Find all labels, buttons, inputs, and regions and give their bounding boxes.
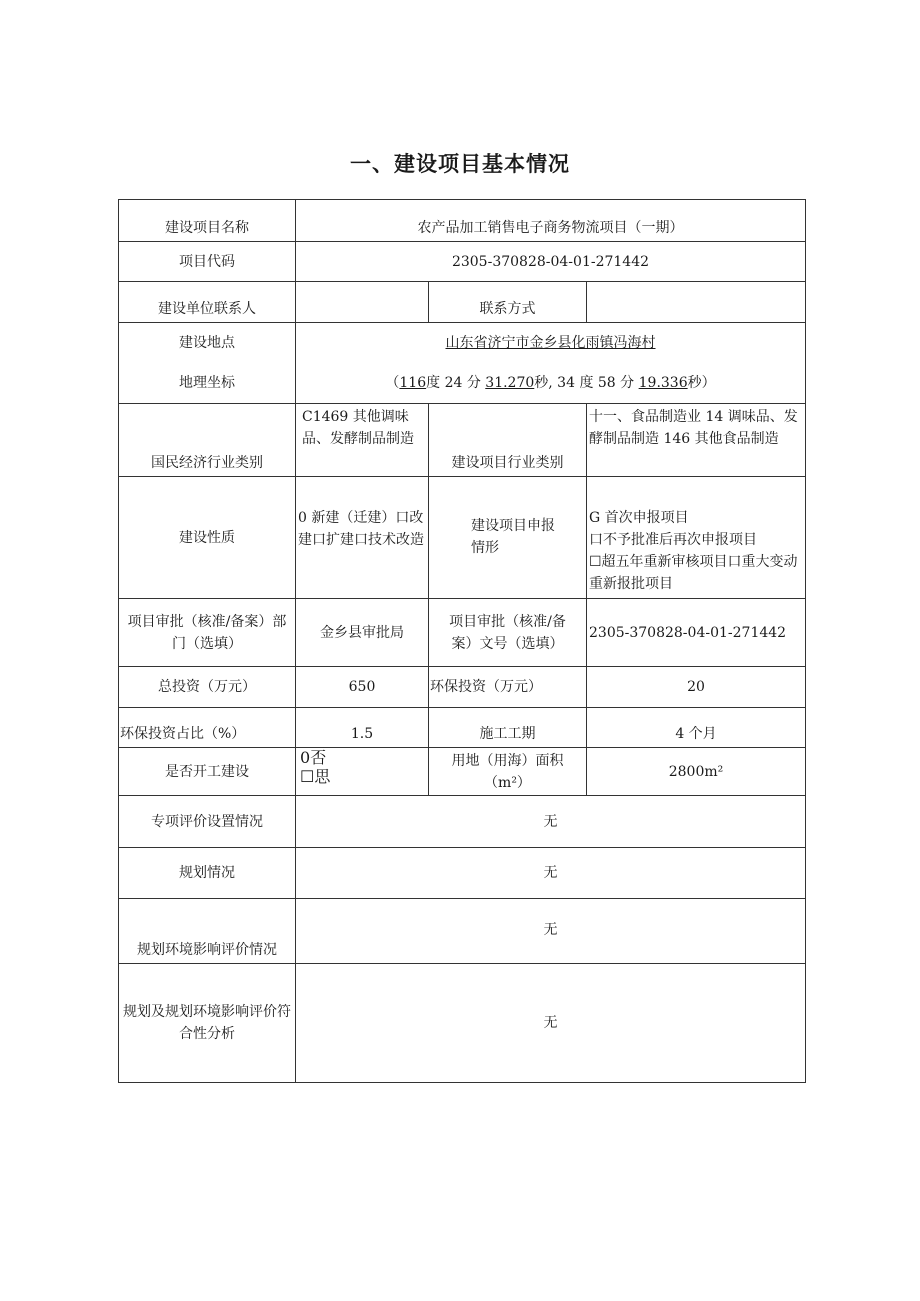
location-label: 建设地点 — [179, 335, 235, 351]
project-code-value: 2305-370828-04-01-271442 — [295, 241, 806, 282]
planning-env-label: 规划环境影响评价情况 — [118, 898, 296, 964]
planning-label: 规划情况 — [118, 847, 296, 899]
approval-dept-value: 金乡县审批局 — [295, 598, 429, 667]
location-value-cell — [295, 322, 806, 404]
project-name-label: 建设项目名称 — [118, 199, 296, 242]
application-type-label: 建设项目申报情形 — [428, 476, 587, 599]
total-investment-label: 总投资（万元） — [118, 666, 296, 708]
started-option-yes[interactable]: ☐思 — [300, 767, 331, 786]
env-ratio-label: 环保投资占比（%） — [118, 707, 296, 748]
special-eval-label: 专项评价设置情况 — [118, 795, 296, 848]
total-investment-value: 650 — [295, 666, 429, 708]
env-investment-value: 20 — [586, 666, 806, 708]
construction-period-label: 施工工期 — [428, 707, 587, 748]
location-label-cell — [118, 322, 296, 404]
application-option-review: ☐超五年重新审核项目口重大变动重新报批项目 — [589, 554, 798, 592]
industry-category-value: C1469 其他调味品、发酵制品制造 — [295, 403, 429, 477]
conformity-value: 无 — [295, 963, 806, 1083]
contact-person-label: 建设单位联系人 — [118, 281, 296, 323]
started-options — [295, 747, 429, 796]
application-option-resubmit: 口不予批准后再次申报项目 — [589, 532, 757, 548]
checkbox-icon: ☐ — [300, 767, 315, 786]
started-label: 是否开工建设 — [118, 747, 296, 796]
industry-category-label: 国民经济行业类别 — [118, 403, 296, 477]
approval-dept-label: 项目审批（核准/备案）部门（选填） — [118, 598, 296, 667]
started-option-no[interactable]: 0否 — [300, 748, 327, 767]
approval-number-value: 2305-370828-04-01-271442 — [586, 598, 806, 667]
construction-nature-value: 0 新建（迁建）口改建口扩建口技术改造 — [295, 476, 429, 599]
env-ratio-value: 1.5 — [295, 707, 429, 748]
project-industry-label: 建设项目行业类别 — [428, 403, 587, 477]
coordinates-label: 地理坐标 — [179, 375, 235, 391]
approval-number-label: 项目审批（核准/备案）文号（选填） — [428, 598, 587, 667]
contact-person-value — [295, 281, 429, 323]
conformity-label: 规划及规划环境影响评价符合性分析 — [118, 963, 296, 1083]
application-option-first: G 首次申报项目 — [589, 510, 689, 526]
location-value: 山东省济宁市金乡县化雨镇冯海村 — [445, 335, 656, 351]
construction-period-value: 4 个月 — [586, 707, 806, 748]
planning-value: 无 — [295, 847, 806, 899]
project-industry-value: 十一、食品制造业 14 调味品、发酵制品制造 146 其他食品制造 — [586, 403, 806, 477]
construction-nature-label: 建设性质 — [118, 476, 296, 599]
special-eval-value: 无 — [295, 795, 806, 848]
land-area-label: 用地（用海）面积（m²） — [428, 747, 587, 796]
planning-env-value: 无 — [295, 898, 806, 964]
land-area-value: 2800m² — [586, 747, 806, 796]
coordinates-value: （116度 24 分 31.270秒, 34 度 58 分 19.336秒） — [385, 375, 716, 391]
page-title: 一、建设项目基本情况 — [350, 152, 570, 176]
checkbox-icon: 0 — [300, 748, 311, 767]
application-type-value — [586, 476, 806, 599]
env-investment-label: 环保投资（万元） — [428, 666, 587, 708]
project-code-label: 项目代码 — [118, 241, 296, 282]
contact-method-value — [586, 281, 806, 323]
contact-method-label: 联系方式 — [428, 281, 587, 323]
project-name-value: 农产品加工销售电子商务物流项目（一期） — [295, 199, 806, 242]
